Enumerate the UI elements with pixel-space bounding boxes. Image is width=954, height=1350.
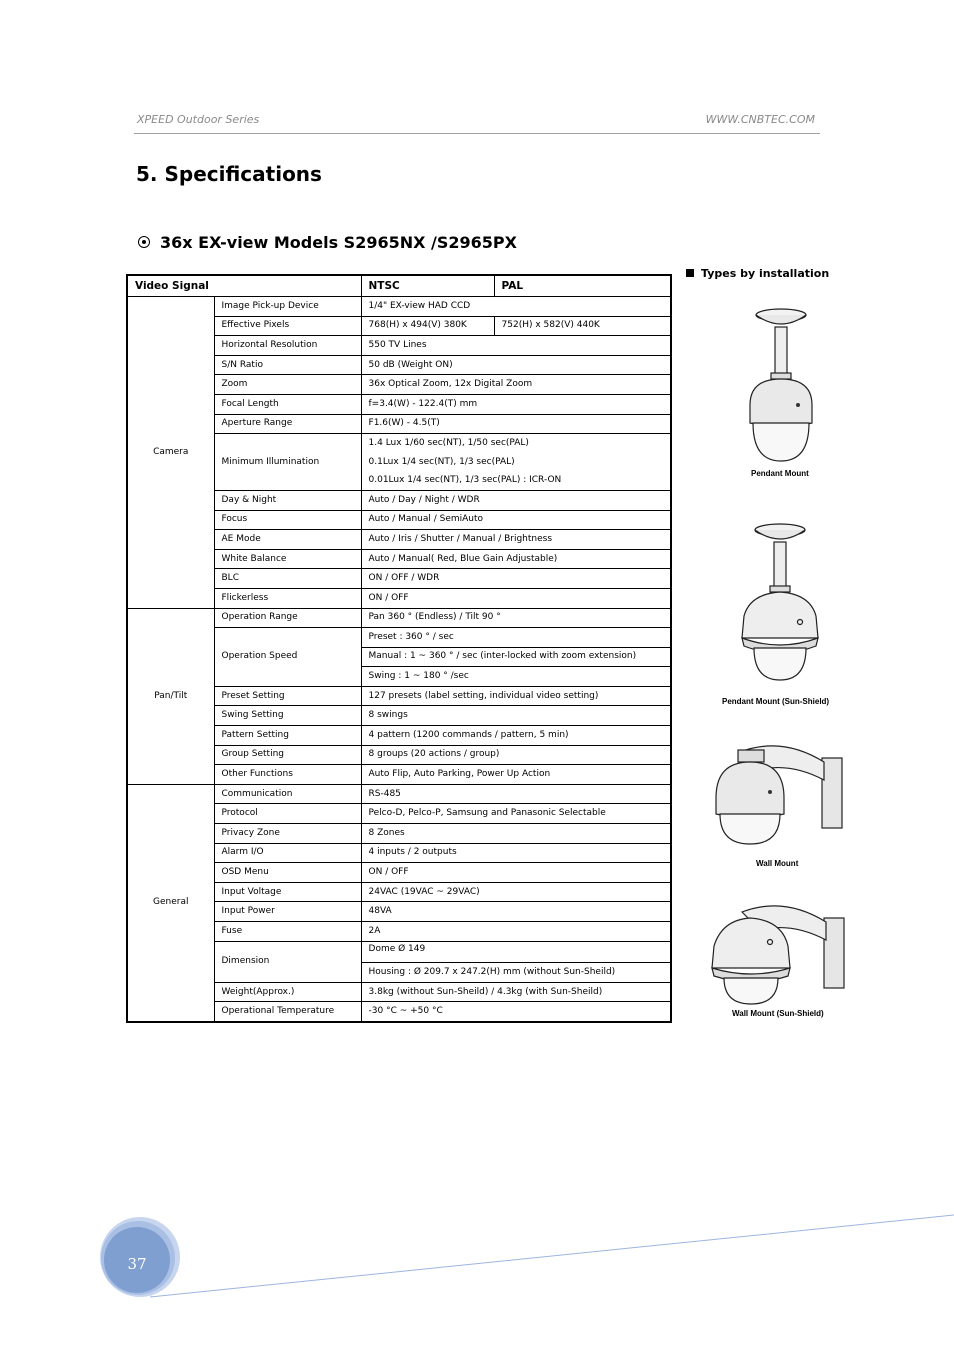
installation-types-heading bbox=[686, 267, 829, 280]
spec-key: BLC bbox=[214, 569, 361, 589]
spec-key: Image Pick-up Device bbox=[214, 297, 361, 317]
spec-value: RS-485 bbox=[361, 784, 671, 804]
spec-value: Swing : 1 ~ 180 ° /sec bbox=[361, 667, 671, 687]
spec-key: Weight(Approx.) bbox=[214, 982, 361, 1002]
spec-table bbox=[126, 274, 672, 1023]
spec-key: Input Voltage bbox=[214, 882, 361, 902]
spec-value: Preset : 360 ° / sec bbox=[361, 628, 671, 648]
table-row bbox=[127, 608, 671, 628]
spec-value: 127 presets (label setting, individual video setting) bbox=[361, 686, 671, 706]
model-heading bbox=[138, 233, 517, 252]
spec-value: ON / OFF bbox=[361, 588, 671, 608]
header-video-signal: Video Signal bbox=[127, 275, 361, 297]
spec-key: Operational Temperature bbox=[214, 1002, 361, 1022]
spec-value: 48VA bbox=[361, 902, 671, 922]
group-pan-tilt: Pan/Tilt bbox=[127, 608, 214, 784]
spec-key: Operation Speed bbox=[214, 628, 361, 687]
spec-key: Pattern Setting bbox=[214, 726, 361, 746]
table-row bbox=[127, 784, 671, 804]
spec-value: 24VAC (19VAC ~ 29VAC) bbox=[361, 882, 671, 902]
spec-value: 50 dB (Weight ON) bbox=[361, 355, 671, 375]
spec-value: 550 TV Lines bbox=[361, 336, 671, 356]
spec-value: -30 °C ~ +50 °C bbox=[361, 1002, 671, 1022]
spec-key: Alarm I/O bbox=[214, 843, 361, 863]
spec-key: Operation Range bbox=[214, 608, 361, 628]
page-number: 37 bbox=[127, 1255, 147, 1273]
spec-value: 1.4 Lux 1/60 sec(NT), 1/50 sec(PAL) bbox=[361, 434, 671, 453]
spec-key: Effective Pixels bbox=[214, 316, 361, 336]
spec-key: Group Setting bbox=[214, 745, 361, 765]
square-bullet-icon bbox=[686, 269, 694, 277]
group-camera: Camera bbox=[127, 297, 214, 609]
spec-value: 3.8kg (without Sun-Sheild) / 4.3kg (with Sun-Sheild) bbox=[361, 982, 671, 1002]
spec-key: Fuse bbox=[214, 922, 361, 942]
spec-value: 0.1Lux 1/4 sec(NT), 1/3 sec(PAL) bbox=[361, 453, 671, 472]
header-ntsc: NTSC bbox=[361, 275, 494, 297]
spec-value: 8 swings bbox=[361, 706, 671, 726]
spec-key: Swing Setting bbox=[214, 706, 361, 726]
spec-value-pal: 752(H) x 582(V) 440K bbox=[494, 316, 671, 336]
spec-key: AE Mode bbox=[214, 530, 361, 550]
circle-bullet-icon bbox=[138, 236, 150, 248]
spec-key: Communication bbox=[214, 784, 361, 804]
table-header-row bbox=[127, 275, 671, 297]
installation-types-label: Types by installation bbox=[701, 267, 830, 280]
spec-key: Protocol bbox=[214, 804, 361, 824]
spec-key: Preset Setting bbox=[214, 686, 361, 706]
spec-value: ON / OFF bbox=[361, 863, 671, 883]
group-general: General bbox=[127, 784, 214, 1022]
spec-value: F1.6(W) - 4.5(T) bbox=[361, 414, 671, 434]
pendant-mount-caption: Pendant Mount bbox=[751, 469, 809, 478]
pendant-sunshield-caption: Pendant Mount (Sun-Shield) bbox=[722, 697, 830, 706]
spec-key: Horizontal Resolution bbox=[214, 336, 361, 356]
spec-value-ntsc: 768(H) x 494(V) 380K bbox=[361, 316, 494, 336]
spec-value: 1/4" EX-view HAD CCD bbox=[361, 297, 671, 317]
page-title: 5. Specifications bbox=[136, 162, 322, 186]
spec-value: Manual : 1 ~ 360 ° / sec (inter-locked with zoom extension) bbox=[361, 647, 671, 667]
spec-key: S/N Ratio bbox=[214, 355, 361, 375]
wall-sunshield-camera-icon bbox=[708, 900, 848, 1005]
spec-value: Auto / Iris / Shutter / Manual / Brightness bbox=[361, 530, 671, 550]
spec-value: Auto Flip, Auto Parking, Power Up Action bbox=[361, 765, 671, 785]
spec-key: Zoom bbox=[214, 375, 361, 395]
spec-value: 8 groups (20 actions / group) bbox=[361, 745, 671, 765]
spec-key: Other Functions bbox=[214, 765, 361, 785]
spec-value: Housing : Ø 209.7 x 247.2(H) mm (without Sun-Sheild) bbox=[361, 963, 671, 983]
spec-key: Minimum Illumination bbox=[214, 434, 361, 491]
spec-value: 36x Optical Zoom, 12x Digital Zoom bbox=[361, 375, 671, 395]
spec-value: Dome Ø 149 bbox=[361, 941, 671, 963]
pendant-mount-camera-icon bbox=[738, 305, 828, 465]
spec-key: Day & Night bbox=[214, 490, 361, 510]
spec-value: 4 inputs / 2 outputs bbox=[361, 843, 671, 863]
spec-key: Flickerless bbox=[214, 588, 361, 608]
spec-value: Auto / Manual( Red, Blue Gain Adjustable) bbox=[361, 549, 671, 569]
table-row bbox=[127, 297, 671, 317]
wall-sunshield-caption: Wall Mount (Sun-Shield) bbox=[732, 1009, 824, 1018]
spec-value: 4 pattern (1200 commands / pattern, 5 min) bbox=[361, 726, 671, 746]
header-divider bbox=[134, 133, 820, 134]
spec-key: Aperture Range bbox=[214, 414, 361, 434]
spec-key: OSD Menu bbox=[214, 863, 361, 883]
spec-value: Pelco-D, Pelco-P, Samsung and Panasonic Selectable bbox=[361, 804, 671, 824]
spec-value: ON / OFF / WDR bbox=[361, 569, 671, 589]
header-website: WWW.CNBTEC.COM bbox=[705, 113, 815, 126]
spec-value: 8 Zones bbox=[361, 824, 671, 844]
spec-value: Pan 360 ° (Endless) / Tilt 90 ° bbox=[361, 608, 671, 628]
header-series: XPEED Outdoor Series bbox=[137, 113, 260, 126]
spec-key: Input Power bbox=[214, 902, 361, 922]
header-pal: PAL bbox=[494, 275, 671, 297]
wall-mount-camera-icon bbox=[712, 740, 847, 845]
spec-value: Auto / Day / Night / WDR bbox=[361, 490, 671, 510]
spec-value: 0.01Lux 1/4 sec(NT), 1/3 sec(PAL) : ICR-ON bbox=[361, 471, 671, 490]
spec-value: Auto / Manual / SemiAuto bbox=[361, 510, 671, 530]
spec-value: 2A bbox=[361, 922, 671, 942]
spec-value: f=3.4(W) - 122.4(T) mm bbox=[361, 394, 671, 414]
model-heading-text: 36x EX-view Models S2965NX /S2965PX bbox=[160, 233, 517, 252]
spec-key: Focus bbox=[214, 510, 361, 530]
spec-key: Focal Length bbox=[214, 394, 361, 414]
spec-key: Dimension bbox=[214, 941, 361, 982]
spec-key: Privacy Zone bbox=[214, 824, 361, 844]
wall-mount-caption: Wall Mount bbox=[756, 859, 799, 868]
spec-key: White Balance bbox=[214, 549, 361, 569]
pendant-sunshield-camera-icon bbox=[736, 520, 826, 685]
